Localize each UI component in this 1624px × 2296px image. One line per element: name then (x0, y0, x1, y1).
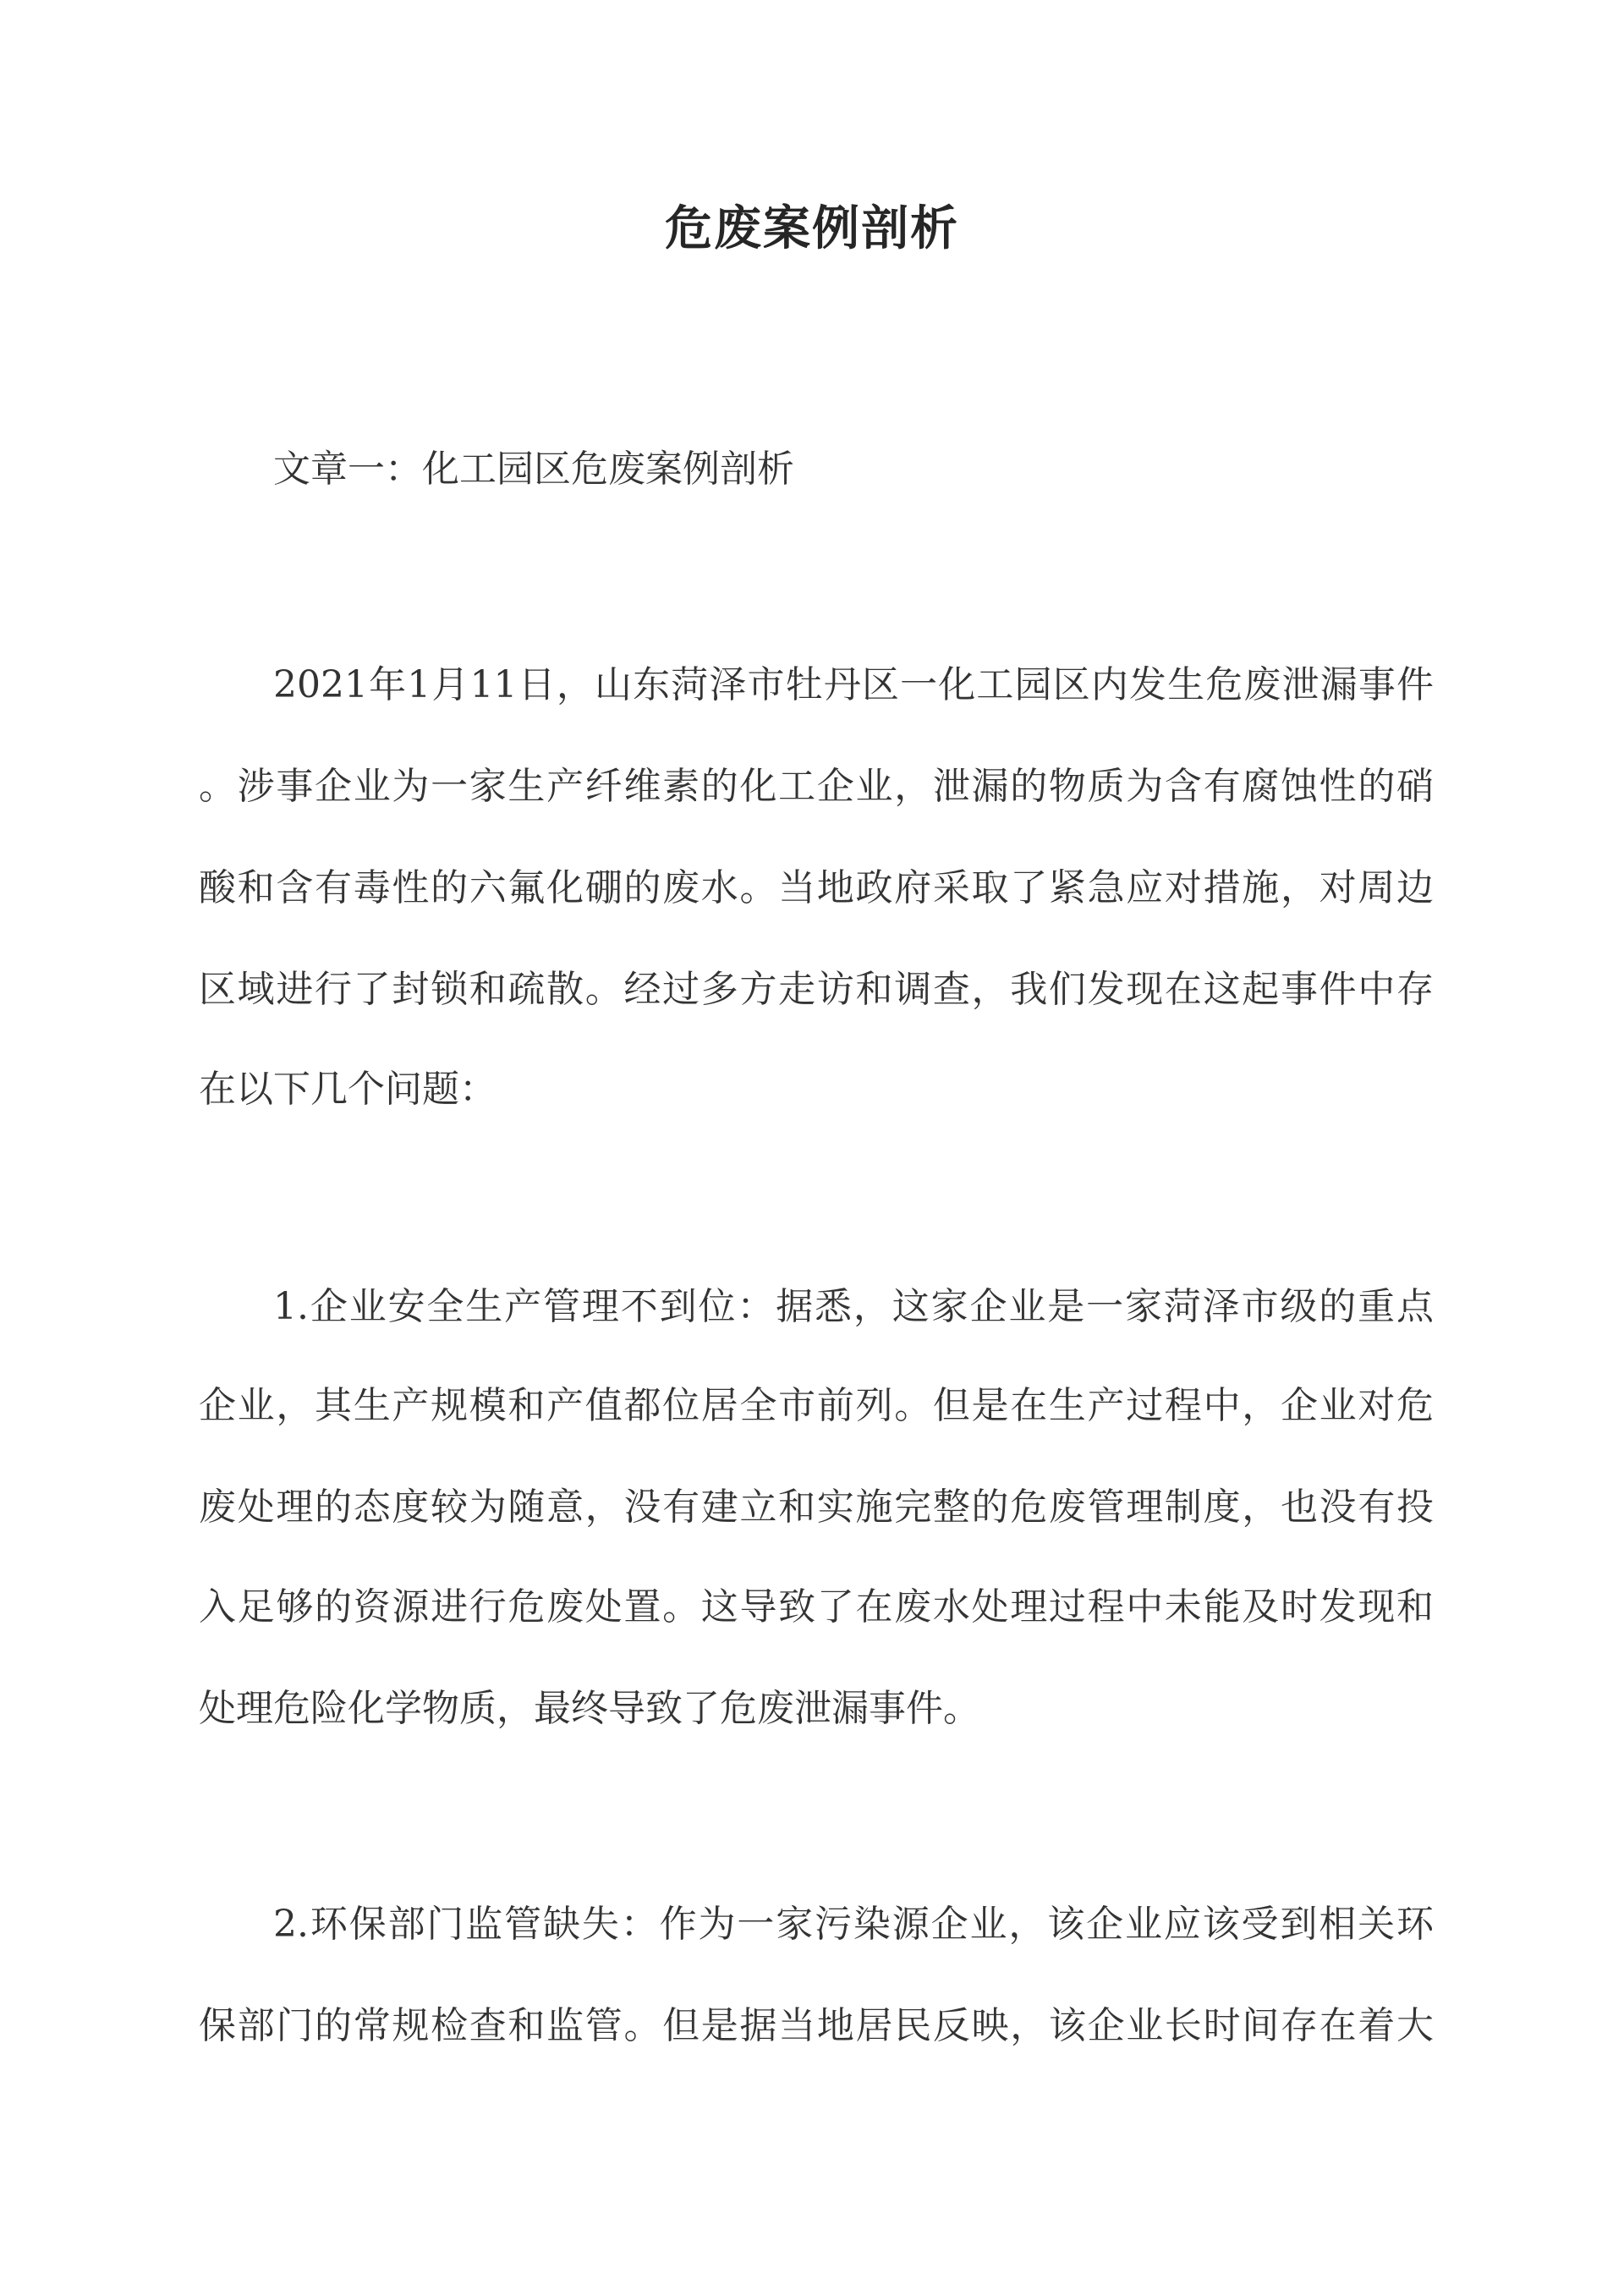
paragraph-2-line-4: 入足够的资源进行危废处置。这导致了在废水处理过程中未能及时发现和 (199, 1585, 1434, 1629)
paragraph-1-line-5: 在以下几个问题： (199, 1068, 497, 1111)
document-title: 危废案例剖析 (665, 200, 959, 256)
article-heading: 文章一：化工园区危废案例剖析 (273, 448, 794, 491)
paragraph-2-line-2: 企业，其生产规模和产值都位居全市前列。但是在生产过程中，企业对危 (199, 1384, 1434, 1427)
paragraph-1-line-1: 2021年1月11日，山东菏泽市牡丹区一化工园区内发生危废泄漏事件 (273, 663, 1434, 706)
paragraph-2-line-1: 1.企业安全生产管理不到位：据悉，这家企业是一家菏泽市级的重点 (273, 1285, 1434, 1328)
paragraph-3-line-2: 保部门的常规检查和监管。但是据当地居民反映，该企业长时间存在着大 (199, 2004, 1434, 2047)
paragraph-2-line-3: 废处理的态度较为随意，没有建立和实施完整的危废管理制度，也没有投 (199, 1486, 1434, 1529)
paragraph-1-line-2: 。涉事企业为一家生产纤维素的化工企业，泄漏的物质为含有腐蚀性的硝 (199, 765, 1434, 808)
paragraph-2-line-5: 处理危险化学物质，最终导致了危废泄漏事件。 (199, 1687, 980, 1730)
paragraph-1-line-3: 酸和含有毒性的六氟化硼的废水。当地政府采取了紧急应对措施，对周边 (199, 866, 1434, 909)
paragraph-3-line-1: 2.环保部门监管缺失：作为一家污染源企业，该企业应该受到相关环 (273, 1903, 1434, 1946)
paragraph-1-line-4: 区域进行了封锁和疏散。经过多方走访和调查，我们发现在这起事件中存 (199, 968, 1434, 1011)
